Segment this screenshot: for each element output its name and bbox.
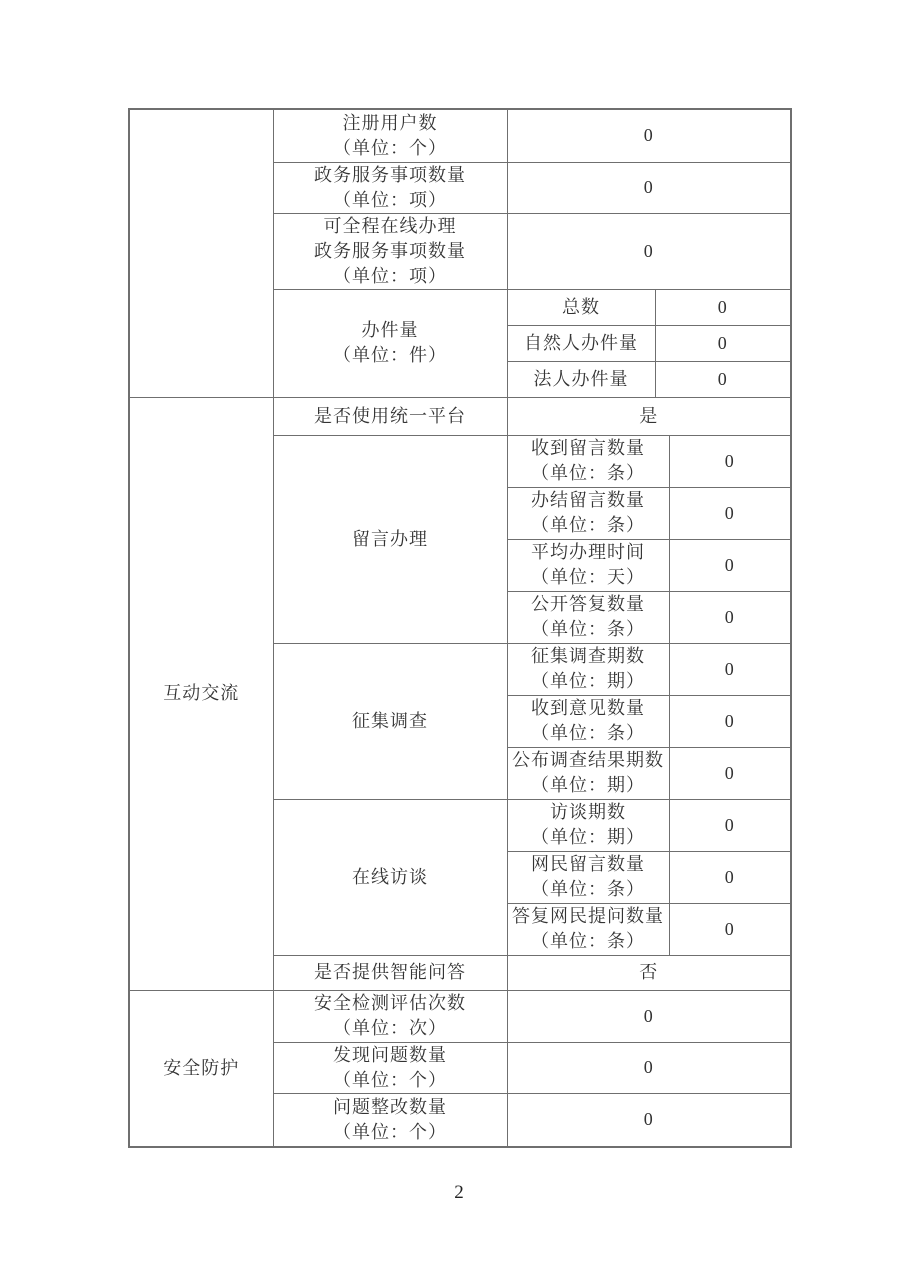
submetric-cell — [507, 435, 669, 487]
metric-unit: （单位：项） — [333, 265, 447, 286]
submetric-label: 办结留言数量 — [531, 490, 645, 510]
metric-label: 是否使用统一平台 — [273, 397, 507, 435]
submetric-unit: （单位：天） — [531, 567, 645, 587]
table-row — [129, 990, 791, 1042]
submetric-label: 公布调查结果期数 — [512, 750, 664, 770]
metric-value: 否 — [507, 955, 791, 990]
submetric-value: 0 — [669, 487, 791, 539]
submetric-cell — [507, 643, 669, 695]
submetric-label: 法人办件量 — [507, 361, 655, 397]
metric-label: 办件量 — [361, 320, 419, 340]
submetric-label: 收到意见数量 — [531, 698, 645, 718]
metric-value: 0 — [507, 162, 791, 213]
metric-cell — [273, 1093, 507, 1147]
metric-group-cell: 征集调查 — [273, 643, 507, 799]
submetric-label: 征集调查期数 — [531, 646, 645, 666]
metric-cell — [273, 1042, 507, 1093]
submetric-unit: （单位：条） — [531, 463, 645, 483]
submetric-cell — [507, 591, 669, 643]
metric-unit: （单位：个） — [333, 1121, 447, 1142]
metric-label: 可全程在线办理 — [323, 215, 457, 236]
metric-label: 安全检测评估次数 — [314, 993, 466, 1013]
submetric-value: 0 — [669, 695, 791, 747]
metric-unit: （单位：个） — [333, 137, 447, 158]
submetric-value: 0 — [655, 361, 791, 397]
metric-unit: （单位：次） — [333, 1018, 447, 1038]
metric-cell — [273, 109, 507, 162]
metric-value: 0 — [507, 1093, 791, 1147]
submetric-label: 平均办理时间 — [531, 542, 645, 562]
metric-unit: （单位：件） — [333, 345, 447, 365]
submetric-label: 收到留言数量 — [531, 438, 645, 458]
metric-cell — [273, 162, 507, 213]
metric-unit: （单位：项） — [333, 189, 447, 210]
group-label-interaction: 互动交流 — [129, 397, 273, 990]
metric-group-cell: 留言办理 — [273, 435, 507, 643]
metric-label: 发现问题数量 — [333, 1044, 447, 1065]
submetric-value: 0 — [669, 851, 791, 903]
submetric-value: 0 — [669, 435, 791, 487]
report-table — [128, 108, 792, 1148]
metric-group-cell: 在线访谈 — [273, 799, 507, 955]
submetric-cell — [507, 799, 669, 851]
metric-group-cell — [273, 289, 507, 397]
submetric-value: 0 — [669, 643, 791, 695]
metric-value: 0 — [507, 1042, 791, 1093]
submetric-value: 0 — [669, 747, 791, 799]
submetric-unit: （单位：条） — [531, 879, 645, 899]
metric-cell — [273, 990, 507, 1042]
submetric-cell — [507, 487, 669, 539]
submetric-cell — [507, 695, 669, 747]
group-label-security: 安全防护 — [129, 990, 273, 1147]
submetric-label: 总数 — [507, 289, 655, 325]
submetric-unit: （单位：条） — [531, 515, 645, 535]
submetric-value: 0 — [669, 539, 791, 591]
submetric-label: 答复网民提问数量 — [512, 906, 664, 926]
submetric-label: 网民留言数量 — [531, 854, 645, 874]
metric-cell — [273, 213, 507, 289]
submetric-cell — [507, 539, 669, 591]
metric-label: 问题整改数量 — [333, 1096, 447, 1117]
metric-label: 是否提供智能问答 — [273, 955, 507, 990]
submetric-value: 0 — [655, 289, 791, 325]
metric-unit: （单位：个） — [333, 1069, 447, 1090]
submetric-label: 公开答复数量 — [531, 594, 645, 614]
submetric-unit: （单位：期） — [531, 775, 645, 795]
submetric-value: 0 — [669, 799, 791, 851]
submetric-unit: （单位：条） — [531, 723, 645, 743]
submetric-cell — [507, 851, 669, 903]
submetric-unit: （单位：条） — [531, 619, 645, 639]
metric-value: 0 — [507, 990, 791, 1042]
submetric-value: 0 — [669, 591, 791, 643]
page-number: 2 — [454, 1182, 464, 1203]
table-row — [129, 109, 791, 162]
submetric-value: 0 — [655, 325, 791, 361]
submetric-unit: （单位：条） — [531, 931, 645, 951]
submetric-value: 0 — [669, 903, 791, 955]
submetric-label: 自然人办件量 — [507, 325, 655, 361]
metric-value: 0 — [507, 109, 791, 162]
submetric-label: 访谈期数 — [550, 802, 626, 822]
submetric-unit: （单位：期） — [531, 827, 645, 847]
submetric-unit: （单位：期） — [531, 671, 645, 691]
group-cell-empty — [129, 109, 273, 397]
metric-value: 是 — [507, 397, 791, 435]
submetric-cell — [507, 903, 669, 955]
metric-value: 0 — [507, 213, 791, 289]
table-row — [129, 397, 791, 435]
metric-label: 注册用户数 — [342, 112, 438, 133]
submetric-cell — [507, 747, 669, 799]
metric-label: 政务服务事项数量 — [314, 240, 466, 261]
metric-label: 政务服务事项数量 — [314, 164, 466, 185]
